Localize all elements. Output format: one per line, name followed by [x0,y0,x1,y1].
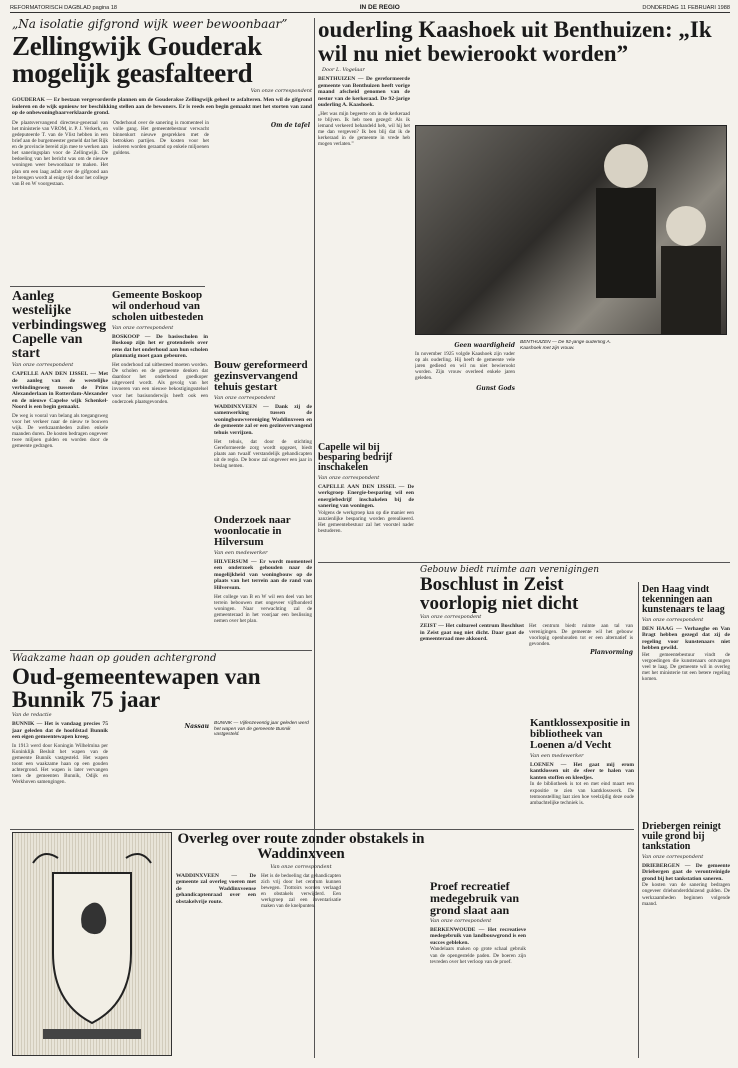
article-lead: BERKENWOUDE — Het recreatieve medegebruik van landbouwgrond is een succes gebleken. [430,926,526,946]
article-body-2: In november 1925 volgde Kaashoek zijn vader op als ouderling. Hij heeft de gemeente vele jaren gediend en wil nu niet bewierookt worden. Zijn vrouw overleed enkele jaren geleden. [415,351,515,382]
article-hilversum [214,515,312,647]
masthead-section: IN DE REGIO [359,4,400,11]
article-headline: Proef recreatief medegebruik van grond slaat aan [430,880,520,918]
article-lead: WADDINXVEEN — Dank zij de samenwerking tussen de woningbouwvereniging Waddinxveen en de gemeente zal er een gezinsvervangend tehuis verrijzen. [214,403,312,437]
article-body: De kosten van de sanering bedragen ongeveer driehonderdduizend gulden. De werkzaamheden beginnen volgende maand. [642,882,730,907]
article-lead: DRIEBERGEN — De gemeente Driebergen gaat de verontreinigde grond bij het tankstation saneren. [642,862,730,882]
article-waddinxveen-route [176,832,426,1058]
article-headline: ouderling Kaashoek uit Benthuizen: „Ik wil nu niet bewierookt worden” [318,18,712,66]
article-lead: WADDINXVEEN — De gemeente zal overleg voeren met de Waddinxveense gehandicaptenraad over een obstakelvrije route. [176,872,256,905]
article-headline: Boschlust in Zeist voorlopig niet dicht [420,574,579,614]
article-capelle-weg [12,290,108,645]
article-headline: Zellingwijk Gouderak mogelijk geasfalteerd [12,31,262,88]
article-body: Volgens de werkgroep kan op die manier een aanzienlijke besparing worden gerealiseerd. Het gemeentebestuur zal het voorstel nader bestuderen. [318,509,414,535]
article-byline: Van onze correspondent [430,917,492,924]
article-lead: BOSKOOP — De basisscholen in Boskoop zijn het er grotendeels over eens dat het onderhoud aan hun scholen planmatig moet gaan gebeuren. [112,333,208,360]
article-body: Wandelaars maken op grote schaal gebruik van de opengestelde paden. De boeren zijn tevreden over het verloop van de proef. [430,946,526,965]
article-kicker: Waakzame haan op gouden achtergrond [12,653,217,664]
article-lead: BENTHUIZEN — De gereformeerde gemeente van Benthuizen heeft vorige maand afscheid genomen van de nestor van de kerkeraad. De 92-jarige ouderling A. Kaashoek. [318,76,410,109]
article-body: Het college van B en W wil een deel van het terrein bebouwen met ongeveer vijfhonderd woningen. Naar verwachting zal de gemeenteraad in het voorjaar een beslissing nemen over het plan. [214,593,312,624]
article-byline: Van onze correspondent [250,88,312,94]
article-headline: Driebergen reinigt vuile grond bij tankstation [642,822,721,853]
article-lead: HILVERSUM — Er wordt momenteel een onderzoek gehouden naar de mogelijkheid van woningbouw op de plaats van het terrein aan de rand van Hilversum. [214,558,312,592]
article-headline: Den Haag vindt tekenningen aan kunstenaars te laag [642,585,725,616]
portrait-photo-icon [416,126,726,334]
article-body: Het is de bedoeling dat gehandicapten zich vrij door het centrum kunnen bewegen. Trottoirs worden verlaagd en obstakels verwijderd. Een werkgroep zal een inventarisatie maken van de knelpunten. [261,872,341,910]
article-headline: Kantklossexpositie in bibliotheek van Loenen a/d Vecht [530,718,630,752]
article-body: In 1913 werd door Koningin Wilhelmina per Koninklijk Besluit het wapen van de gemeente Bunnik vastgesteld. Het wapen toont een waakzame haan op een gouden achtergrond. Het wapen is later vervangen toen de gemeenten Bunnik, Odijk en Werkhoven samengingen. [12,742,108,786]
article-lead: CAPELLE AAN DEN IJSSEL — De werkgroep Energie-besparing wil een energiebedrijf inschakelen bij de sanering van woningen. [318,483,414,510]
article-lead: DEN HAAG — Verhaeghe en Van Bragt hebben gezegd dat zij de regeling voor kunstenaars niet hebben gewild. [642,625,730,652]
article-lead: LOENEN — Het gaat mij erom kantklossen uit de sfeer te halen van kanten stoffen en kleedjes. [530,761,634,781]
article-berkenwoude [430,880,526,1058]
article-lead: ZEIST — Het cultureel centrum Boschlust in Zeist gaat nog niet dicht. Daar gaat de gemeenteraad mee akkoord. [420,623,524,643]
article-kicker: „Na isolatie gifgrond wijk weer bewoonbaar” [12,18,288,31]
article-body: Het centrum biedt ruimte aan tal van verenigingen. De gemeente wil het gebouw voorlopig openhouden tot er een alternatief is gevonden. [529,623,633,648]
masthead-date: DONDERDAG 11 FEBRUARI 1988 [642,4,730,11]
article-byline: Van onze correspondent [318,474,380,481]
article-subhead-2: Gunst Gods [476,385,515,393]
article-waddinxveen-tehuis [214,360,312,510]
photo-caption: BENTHUIZEN — De 92-jarige ouderling A. Kaashoek met zijn vrouw. [520,340,611,351]
article-subhead: Nassau [184,723,209,730]
article-body: In de bibliotheek is tot en met eind maart een expositie te zien van kantklosswerk. De tentoonstelling laat zien hoe veelzijdig deze oude ambachtelijke techniek is. [530,781,634,806]
article-headline: Capelle wil bij besparing bedrijf inschakelen [318,443,393,474]
photo-kaashoek [415,125,727,335]
article-body: Het tehuis, dat door de stichting Gereformeerde zorg wordt opgezet, biedt plaats aan twaalf verstandelijk gehandicapten uit de regio. De bouw zal ongeveer een jaar in beslag nemen. [214,438,312,469]
article-byline: Van onze correspondent [12,362,74,369]
article-byline: Van onze correspondent [214,394,276,401]
article-headline: Oud-gemeentewapen van Bunnik 75 jaar [12,664,261,712]
article-headline: Gemeente Boskoop wil onderhoud van scholen uitbesteden [112,290,204,324]
article-headline: Bouw gereformeerd gezinsvervangend tehuis gestart [214,360,308,394]
article-kicker: Gebouw biedt ruimte aan verenigingen [420,565,599,575]
photo-caption: BUNNIK — Vijfenzeventig jaar geleden werd het wapen van de gemeente Bunnik vastgesteld. [214,721,309,738]
masthead [10,3,730,13]
masthead-left: REFORMATORISCH DAGBLAD pagina 18 [10,4,118,11]
article-body: De plaatsvervangend directeur-generaal van het ministerie van VROM, ir. P. J. Verkerk, en gedeputeerde T. van de Vlist hebben in een brief aan de burgemeester gemeld dat het Rijk en de provincie bereid zijn mee te werken aan het saneringsplan voor de Zellingwijk. De bedoeling van het bericht was om de nieuwe woningen weer bewoonbaar te maken. Het plan om een laag asfalt over de gifgrond aan te brengen wordt al enige tijd door het college van B en W voorgestaan. [12,119,108,187]
article-body-2: Onderhoud over de sanering is momenteel in volle gang. Het gemeentebestuur verwacht binnenkort nieuwe gesprekken met de betrokken partijen. De kosten voor het isoleren worden geraamd op enkele miljoenen guldens. [113,119,209,157]
article-lead: CAPELLE AAN DEN IJSSEL — Met de aanleg van de westelijke verbindingsweg tussen de Prins Alexanderlaan in Rotterdam-Alexander en de nieuwe Capelse wijk Schenkel-Noord is een begin gemaakt. [12,371,108,411]
section-rule [10,650,312,651]
article-byline: Van onze correspondent [420,614,482,620]
article-driebergen [642,822,730,1058]
coat-of-arms-icon [13,833,171,1055]
article-zellingwijk [12,18,312,288]
article-body: Het gemeentebestuur vindt de vergoedingen die kunstenaars ontvangen veel te laag. De gemeente wil in overleg met het ministerie tot een betere regeling komen. [642,651,730,683]
section-rule [318,562,730,563]
article-headline: Aanleg westelijke verbindingsweg Capelle van start [12,290,107,362]
kaashoek-caption-box [520,340,620,400]
article-subhead: Planvorming [590,649,633,657]
article-body: De weg is vooral van belang als toegangsweg voor het verkeer naar de nieuw te bouwen wijk. De werkzaamheden zullen enkele maanden duren. De kosten bedragen ongeveer twee miljoen gulden en worden door de gemeente gedragen. [12,412,108,450]
article-boschlust [420,565,634,715]
article-byline: Van een medewerker [214,549,268,556]
article-byline: Van onze correspondent [270,863,332,870]
article-lead: GOUDERAK — Er bestaan vergevorderde plannen om de Gouderakse Zellingwijk geheel te asfalteren. Men wil de gifgrond isoleren en de wijk opnieuw ter beschikking stellen aan de bewoners. Er is reeds een begin gemaakt met het storten van zand op de onbewoningbaarverklaarde grond. [12,97,312,117]
article-denhaag [642,585,730,820]
article-bunnik [12,652,312,828]
article-body: Het onderhoud zal uitbesteed moeten worden. De scholen en de gemeente denken dat daardoor het onderhoud goedkoper uitgevoerd wordt. Als gevolg van het invoeren van een nieuwe bekostigingsstelsel voor het basisonderwijs heeft ook een onderzoek plaatsgevonden. [112,362,208,405]
article-lead: BUNNIK — Het is vandaag precies 75 jaar geleden dat de hoofdstad Bunnik een eigen gemeentewapen kreeg. [12,721,108,741]
column-rule [638,582,639,1058]
kaashoek-col-2 [415,340,515,560]
article-byline: Van onze correspondent [642,853,704,860]
article-subhead: Geen waardigheid [454,342,515,349]
article-byline: Van een medewerker [530,752,584,759]
coat-of-arms-illustration [12,832,172,1056]
article-byline: Van de redactie [12,712,52,718]
article-byline: Door L. Vogelaar [322,67,365,73]
article-body: „Het was mijn begeerte om in de kerkeraad te blijven. Ik heb toen gezegd: Als ik iemand verkeerd behandeld heb, wil hij het me dan vergeven? Ik ben blij dat ik de kerkeraad in de gemeente in vrede heb mogen verlaten.” [318,110,410,148]
article-subhead: Om de tafel [270,121,310,129]
article-byline: Van onze correspondent [642,616,704,623]
article-headline: Onderzoek naar woonlocatie in Hilversum [214,515,291,549]
article-headline: Overleg over route zonder obstakels in Waddinxveen [177,832,425,863]
article-capelle-besparing [318,443,414,559]
article-boskoop [112,290,208,645]
article-byline: Van onze correspondent [112,324,174,331]
article-kantkloss [530,718,634,1058]
